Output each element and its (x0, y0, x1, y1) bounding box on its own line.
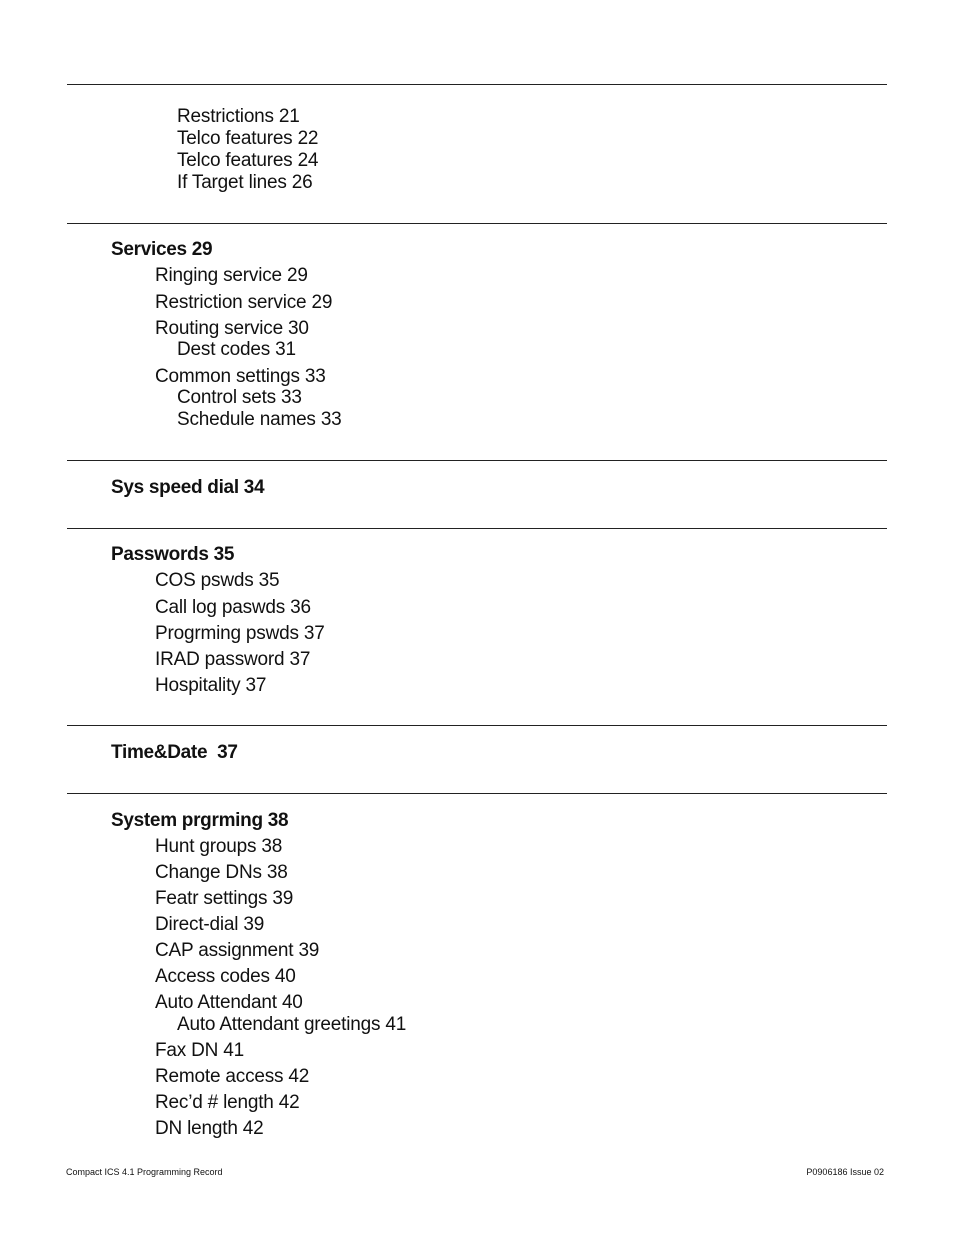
toc-entry-restrictions[interactable]: Restrictions 21 (177, 106, 300, 127)
toc-entry-hospitality[interactable]: Hospitality 37 (155, 675, 267, 696)
toc-entry-common-settings[interactable]: Common settings 33 (155, 366, 326, 387)
toc-heading-system-prgrming[interactable]: System prgrming 38 (111, 810, 289, 831)
toc-entry-ringing-service[interactable]: Ringing service 29 (155, 265, 308, 286)
toc-entry-restriction-service[interactable]: Restriction service 29 (155, 292, 333, 313)
toc-entry-change-dns[interactable]: Change DNs 38 (155, 862, 288, 883)
toc-entry-control-sets[interactable]: Control sets 33 (177, 387, 302, 408)
toc-entry-call-log-paswds[interactable]: Call log paswds 36 (155, 597, 311, 618)
toc-heading-services[interactable]: Services 29 (111, 239, 213, 260)
section-divider (67, 793, 887, 794)
section-divider (67, 223, 887, 224)
toc-entry-access-codes[interactable]: Access codes 40 (155, 966, 296, 987)
toc-entry-progrming-pswds[interactable]: Progrming pswds 37 (155, 623, 325, 644)
toc-entry-routing-service[interactable]: Routing service 30 (155, 318, 309, 339)
footer-document-number: P0906186 Issue 02 (806, 1167, 884, 1177)
toc-entry-dn-length[interactable]: DN length 42 (155, 1118, 264, 1139)
toc-entry-if-target-lines[interactable]: If Target lines 26 (177, 172, 313, 193)
section-divider (67, 725, 887, 726)
toc-entry-cos-pswds[interactable]: COS pswds 35 (155, 570, 280, 591)
toc-entry-cap-assignment[interactable]: CAP assignment 39 (155, 940, 320, 961)
section-divider (67, 528, 887, 529)
section-divider (67, 460, 887, 461)
toc-entry-dest-codes[interactable]: Dest codes 31 (177, 339, 296, 360)
toc-entry-remote-access[interactable]: Remote access 42 (155, 1066, 310, 1087)
toc-entry-fax-dn[interactable]: Fax DN 41 (155, 1040, 245, 1061)
toc-entry-telco-features-24[interactable]: Telco features 24 (177, 150, 319, 171)
toc-heading-time-date[interactable]: Time&Date 37 (111, 742, 238, 763)
toc-entry-irad-password[interactable]: IRAD password 37 (155, 649, 311, 670)
toc-entry-auto-attendant-greetings[interactable]: Auto Attendant greetings 41 (177, 1014, 407, 1035)
toc-heading-passwords[interactable]: Passwords 35 (111, 544, 235, 565)
footer-document-title: Compact ICS 4.1 Programming Record (66, 1167, 223, 1177)
toc-heading-sys-speed-dial[interactable]: Sys speed dial 34 (111, 477, 265, 498)
section-divider (67, 84, 887, 85)
toc-entry-telco-features-22[interactable]: Telco features 22 (177, 128, 319, 149)
toc-entry-direct-dial[interactable]: Direct-dial 39 (155, 914, 265, 935)
toc-entry-hunt-groups[interactable]: Hunt groups 38 (155, 836, 283, 857)
toc-entry-featr-settings[interactable]: Featr settings 39 (155, 888, 294, 909)
toc-entry-schedule-names[interactable]: Schedule names 33 (177, 409, 342, 430)
toc-entry-auto-attendant[interactable]: Auto Attendant 40 (155, 992, 303, 1013)
toc-entry-recd-length[interactable]: Rec’d # length 42 (155, 1092, 300, 1113)
